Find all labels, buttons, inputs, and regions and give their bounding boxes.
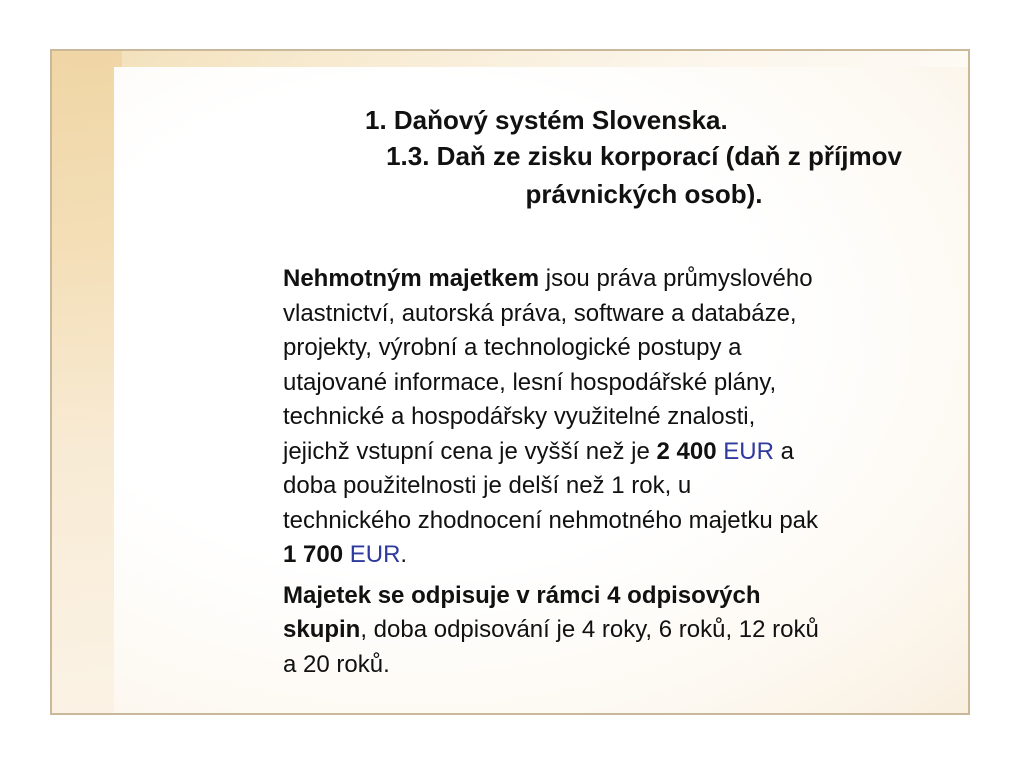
- paragraph1-line-9-end: .: [400, 541, 408, 568]
- currency-eur-2: EUR: [349, 541, 401, 568]
- currency-eur-1: EUR: [723, 437, 774, 465]
- paragraph1-line-2: vlastnictví, autorská práva, software a databáze,: [283, 299, 797, 327]
- paragraph1-line-1-text: jsou práva průmyslového: [539, 265, 813, 292]
- paragraph-intangible-assets: [283, 262, 970, 573]
- slide-frame: [50, 49, 970, 715]
- paragraph-depreciation: [283, 579, 970, 683]
- paragraph1-line-6-text: jejichž vstupní cena je vyšší než je: [283, 437, 657, 465]
- term-intangible-assets: Nehmotným majetkem: [283, 265, 540, 292]
- amount-1700: 1 700: [283, 541, 344, 568]
- paragraph1-line-1: [283, 262, 970, 297]
- title-line-1: 1. Daňový systém Slovenska.: [365, 105, 728, 135]
- paragraph1-line-6-end: a: [773, 437, 794, 465]
- paragraph1-line-6: [283, 435, 970, 470]
- title-line-3: právnických osob).: [525, 179, 763, 209]
- slide-content-panel: [114, 67, 970, 715]
- term-groups: skupin: [283, 616, 361, 643]
- paragraph1-line-3: projekty, výrobní a technologické postupy a: [283, 334, 742, 361]
- paragraph2-line-2-text: , doba odpisování je 4 roky, 6 roků, 12 roků: [360, 616, 819, 643]
- paragraph2-line-1: Majetek se odpisuje v rámci 4 odpisových: [283, 581, 761, 609]
- paragraph2-line-2: [283, 613, 970, 648]
- paragraph1-line-5: technické a hospodářsky využitelné znalosti,: [283, 403, 756, 430]
- decorative-gold-wash: [52, 51, 122, 713]
- paragraph1-line-8: technického zhodnocení nehmotného majetku pak: [283, 506, 819, 534]
- slide-body: [283, 262, 970, 688]
- amount-2400: 2 400: [656, 437, 717, 465]
- paragraph1-line-4: utajované informace, lesní hospodářské plány,: [283, 368, 777, 396]
- paragraph2-line-3: a 20 roků.: [283, 650, 390, 678]
- paragraph1-line-7: doba použitelnosti je delší než 1 rok, u: [283, 472, 692, 499]
- title-line-2: 1.3. Daň ze zisku korporací (daň z příjmov: [386, 141, 902, 171]
- paragraph1-line-9: [283, 538, 970, 573]
